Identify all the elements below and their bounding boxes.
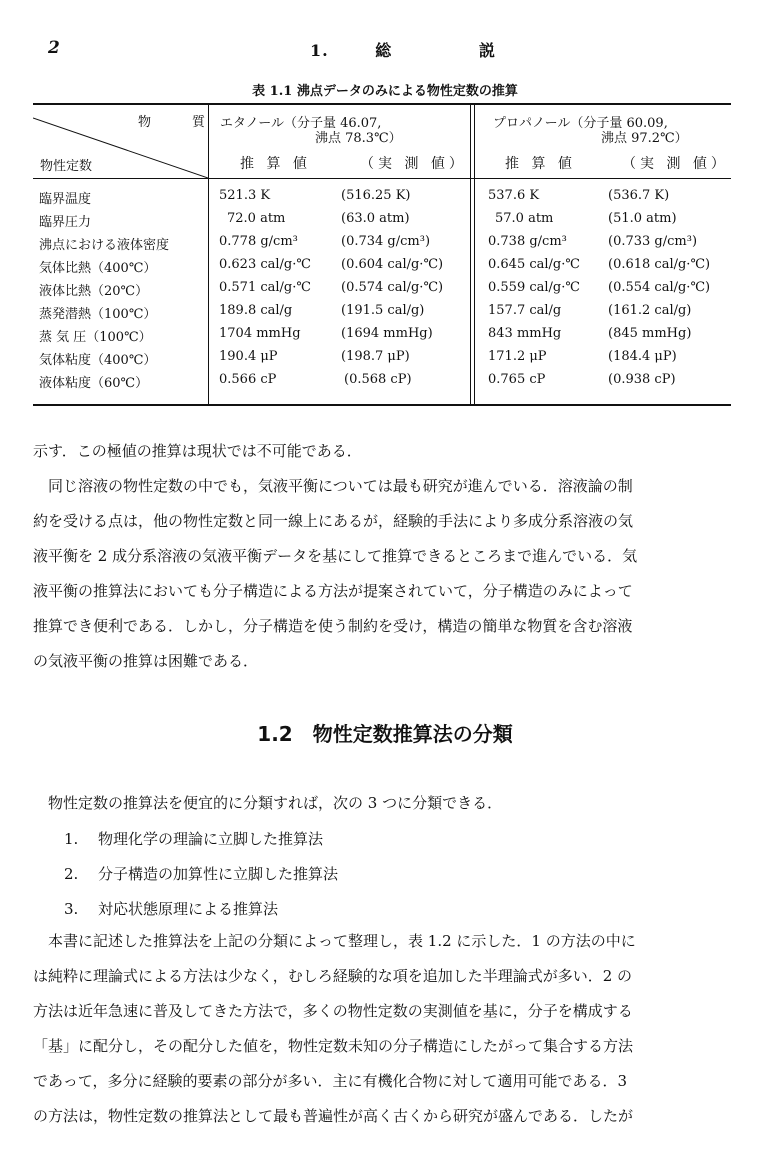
running-head-title-a: 総	[375, 41, 393, 60]
section-heading: 1.2 物性定数推算法の分類	[257, 722, 513, 746]
table-bottom-rule	[33, 404, 731, 406]
ethanol-estimated: 72.0 atm	[227, 211, 286, 226]
table-corner-substance: 物 質	[138, 115, 220, 130]
list-item	[64, 863, 338, 884]
list-number: 2.	[64, 865, 79, 883]
list-text: 分子構造の加算性に立脚した推算法	[98, 865, 339, 883]
paragraph-line: 本書に記述した推算法を上記の分類によって整理し，表 1.2 に示した．1 の方法の中に	[48, 932, 636, 950]
ethanol-estimated: 0.623 cal/g·℃	[219, 257, 311, 272]
body-paragraphs	[33, 434, 733, 679]
propanol-measured: (184.4 μP)	[608, 349, 677, 364]
propanol-estimated: 57.0 atm	[495, 211, 554, 226]
ethanol-estimated: 0.778 g/cm³	[219, 234, 298, 249]
list-item	[64, 898, 278, 919]
propanol-header-line1: プロパノール（分子量 60.09,	[493, 116, 668, 131]
propanol-measured: (536.7 K)	[608, 188, 670, 203]
propanol-measured: (51.0 atm)	[608, 211, 677, 226]
propanol-estimated: 157.7 cal/g	[488, 303, 562, 318]
paragraph-line: 示す．この極値の推算は現状では不可能である．	[33, 442, 362, 460]
running-head	[310, 38, 496, 61]
propanol-measured: (0.938 cP)	[608, 372, 676, 387]
ethanol-estimated: 1704 mmHg	[219, 326, 301, 341]
propanol-header	[493, 116, 688, 146]
list-text: 物理化学の理論に立脚した推算法	[98, 830, 324, 848]
propanol-estimated: 537.6 K	[488, 188, 540, 203]
ethanol-measured: (0.568 cP)	[344, 372, 412, 387]
list-number: 3.	[64, 900, 79, 918]
paragraph-line: の気液平衡の推算は困難である．	[33, 652, 259, 670]
table-vline-1b	[208, 178, 209, 404]
ethanol-estimated: 190.4 μP	[219, 349, 278, 364]
propanol-col-estimated: 推 算 値	[505, 156, 576, 172]
ethanol-measured: (0.574 cal/g·℃)	[341, 280, 444, 295]
row-label: 蒸発潜熱（100℃）	[39, 307, 157, 322]
ethanol-estimated: 189.8 cal/g	[219, 303, 293, 318]
propanol-estimated: 171.2 μP	[488, 349, 547, 364]
page-number: 2	[48, 38, 60, 58]
section-paragraph	[33, 924, 733, 1134]
propanol-estimated: 0.645 cal/g·℃	[488, 257, 580, 272]
paragraph-line: 約を受ける点は，他の物性定数と同一線上にあるが，経験的手法により多成分系溶液の気	[33, 512, 634, 530]
paragraph-line: 方法は近年急速に普及してきた方法で，多くの物性定数の実測値を基に，分子を構成する	[33, 1002, 633, 1020]
table-vline-2d	[474, 178, 475, 404]
propanol-header-line2: 沸点 97.2℃）	[601, 131, 688, 146]
propanol-estimated: 843 mmHg	[488, 326, 562, 341]
ethanol-measured: (191.5 cal/g)	[341, 303, 425, 318]
list-item	[64, 828, 323, 849]
propanol-measured: (0.618 cal/g·℃)	[608, 257, 711, 272]
table-caption: 表 1.1 沸点データのみによる物性定数の推算	[252, 84, 518, 99]
table-vline-2	[470, 104, 471, 178]
ethanol-measured: (516.25 K)	[341, 188, 411, 203]
ethanol-col-estimated: 推 算 値	[240, 156, 311, 172]
paragraph-line: 物性定数の推算法を便宜的に分類すれば，次の 3 つに分類できる．	[48, 794, 503, 812]
propanol-estimated: 0.765 cP	[488, 372, 546, 387]
ethanol-col-measured: （実 測 値）	[360, 156, 467, 172]
running-head-number: 1.	[310, 41, 329, 60]
list-number: 1.	[64, 830, 79, 848]
ethanol-estimated: 0.571 cal/g·℃	[219, 280, 311, 295]
ethanol-estimated: 0.566 cP	[219, 372, 277, 387]
propanol-measured: (0.733 g/cm³)	[608, 234, 698, 249]
propanol-estimated: 0.738 g/cm³	[488, 234, 567, 249]
row-label: 蒸 気 圧（100℃）	[39, 330, 152, 345]
paragraph-line: 同じ溶液の物性定数の中でも，気液平衡については最も研究が進んでいる．溶液論の制	[48, 477, 633, 495]
paragraph-line: の方法は，物性定数の推算法として最も普遍性が高く古くから研究が盛んである．したが	[33, 1107, 634, 1125]
section-intro	[33, 786, 733, 821]
ethanol-measured: (0.734 g/cm³)	[341, 234, 431, 249]
row-label: 気体比熱（400℃）	[39, 261, 157, 276]
table-vline-2c	[470, 178, 471, 404]
row-label: 沸点における液体密度	[39, 238, 170, 253]
paragraph-line: 液平衡を 2 成分系溶液の気液平衡データを基にして推算できるところまで進んでいる．気	[33, 547, 638, 565]
running-head-title-b: 説	[478, 41, 496, 60]
propanol-measured: (161.2 cal/g)	[608, 303, 692, 318]
paragraph-line: 「基」に配分し，その配分した値を，物性定数未知の分子構造にしたがって集合する方法	[33, 1037, 634, 1055]
ethanol-measured: (0.604 cal/g·℃)	[341, 257, 444, 272]
propanol-measured: (0.554 cal/g·℃)	[608, 280, 711, 295]
row-label: 液体粘度（60℃）	[39, 376, 149, 391]
table-header-rule	[33, 178, 731, 179]
ethanol-header-line2: 沸点 78.3℃）	[315, 131, 402, 146]
paragraph-line: は純粋に理論式による方法は少なく，むしろ経験的な項を追加した半理論式が多い．2 の	[33, 967, 633, 985]
row-label: 気体粘度（400℃）	[39, 353, 157, 368]
propanol-col-measured: （実 測 値）	[622, 156, 729, 172]
row-label: 臨界圧力	[39, 215, 92, 230]
list-text: 対応状態原理による推算法	[98, 900, 279, 918]
paragraph-line: 推算でき便利である．しかし，分子構造を使う制約を受け，構造の簡単な物質を含む溶液	[33, 617, 633, 635]
table-vline-2b	[474, 104, 475, 178]
ethanol-measured: (198.7 μP)	[341, 349, 410, 364]
paragraph-line: 液平衡の推算法においても分子構造による方法が提案されていて，分子構造のみによって	[33, 582, 633, 600]
ethanol-header-line1: エタノール（分子量 46.07,	[220, 116, 382, 131]
ethanol-header	[220, 116, 402, 146]
paragraph-line: であって，多分に経験的要素の部分が多い．主に有機化合物に対して適用可能である．3	[33, 1072, 628, 1090]
row-label: 液体比熱（20℃）	[39, 284, 149, 299]
propanol-measured: (845 mmHg)	[608, 326, 692, 341]
propanol-estimated: 0.559 cal/g·℃	[488, 280, 580, 295]
table-corner-property: 物性定数	[40, 159, 93, 174]
ethanol-measured: (1694 mmHg)	[341, 326, 433, 341]
ethanol-measured: (63.0 atm)	[341, 211, 410, 226]
ethanol-estimated: 521.3 K	[219, 188, 271, 203]
row-label: 臨界温度	[39, 192, 92, 207]
